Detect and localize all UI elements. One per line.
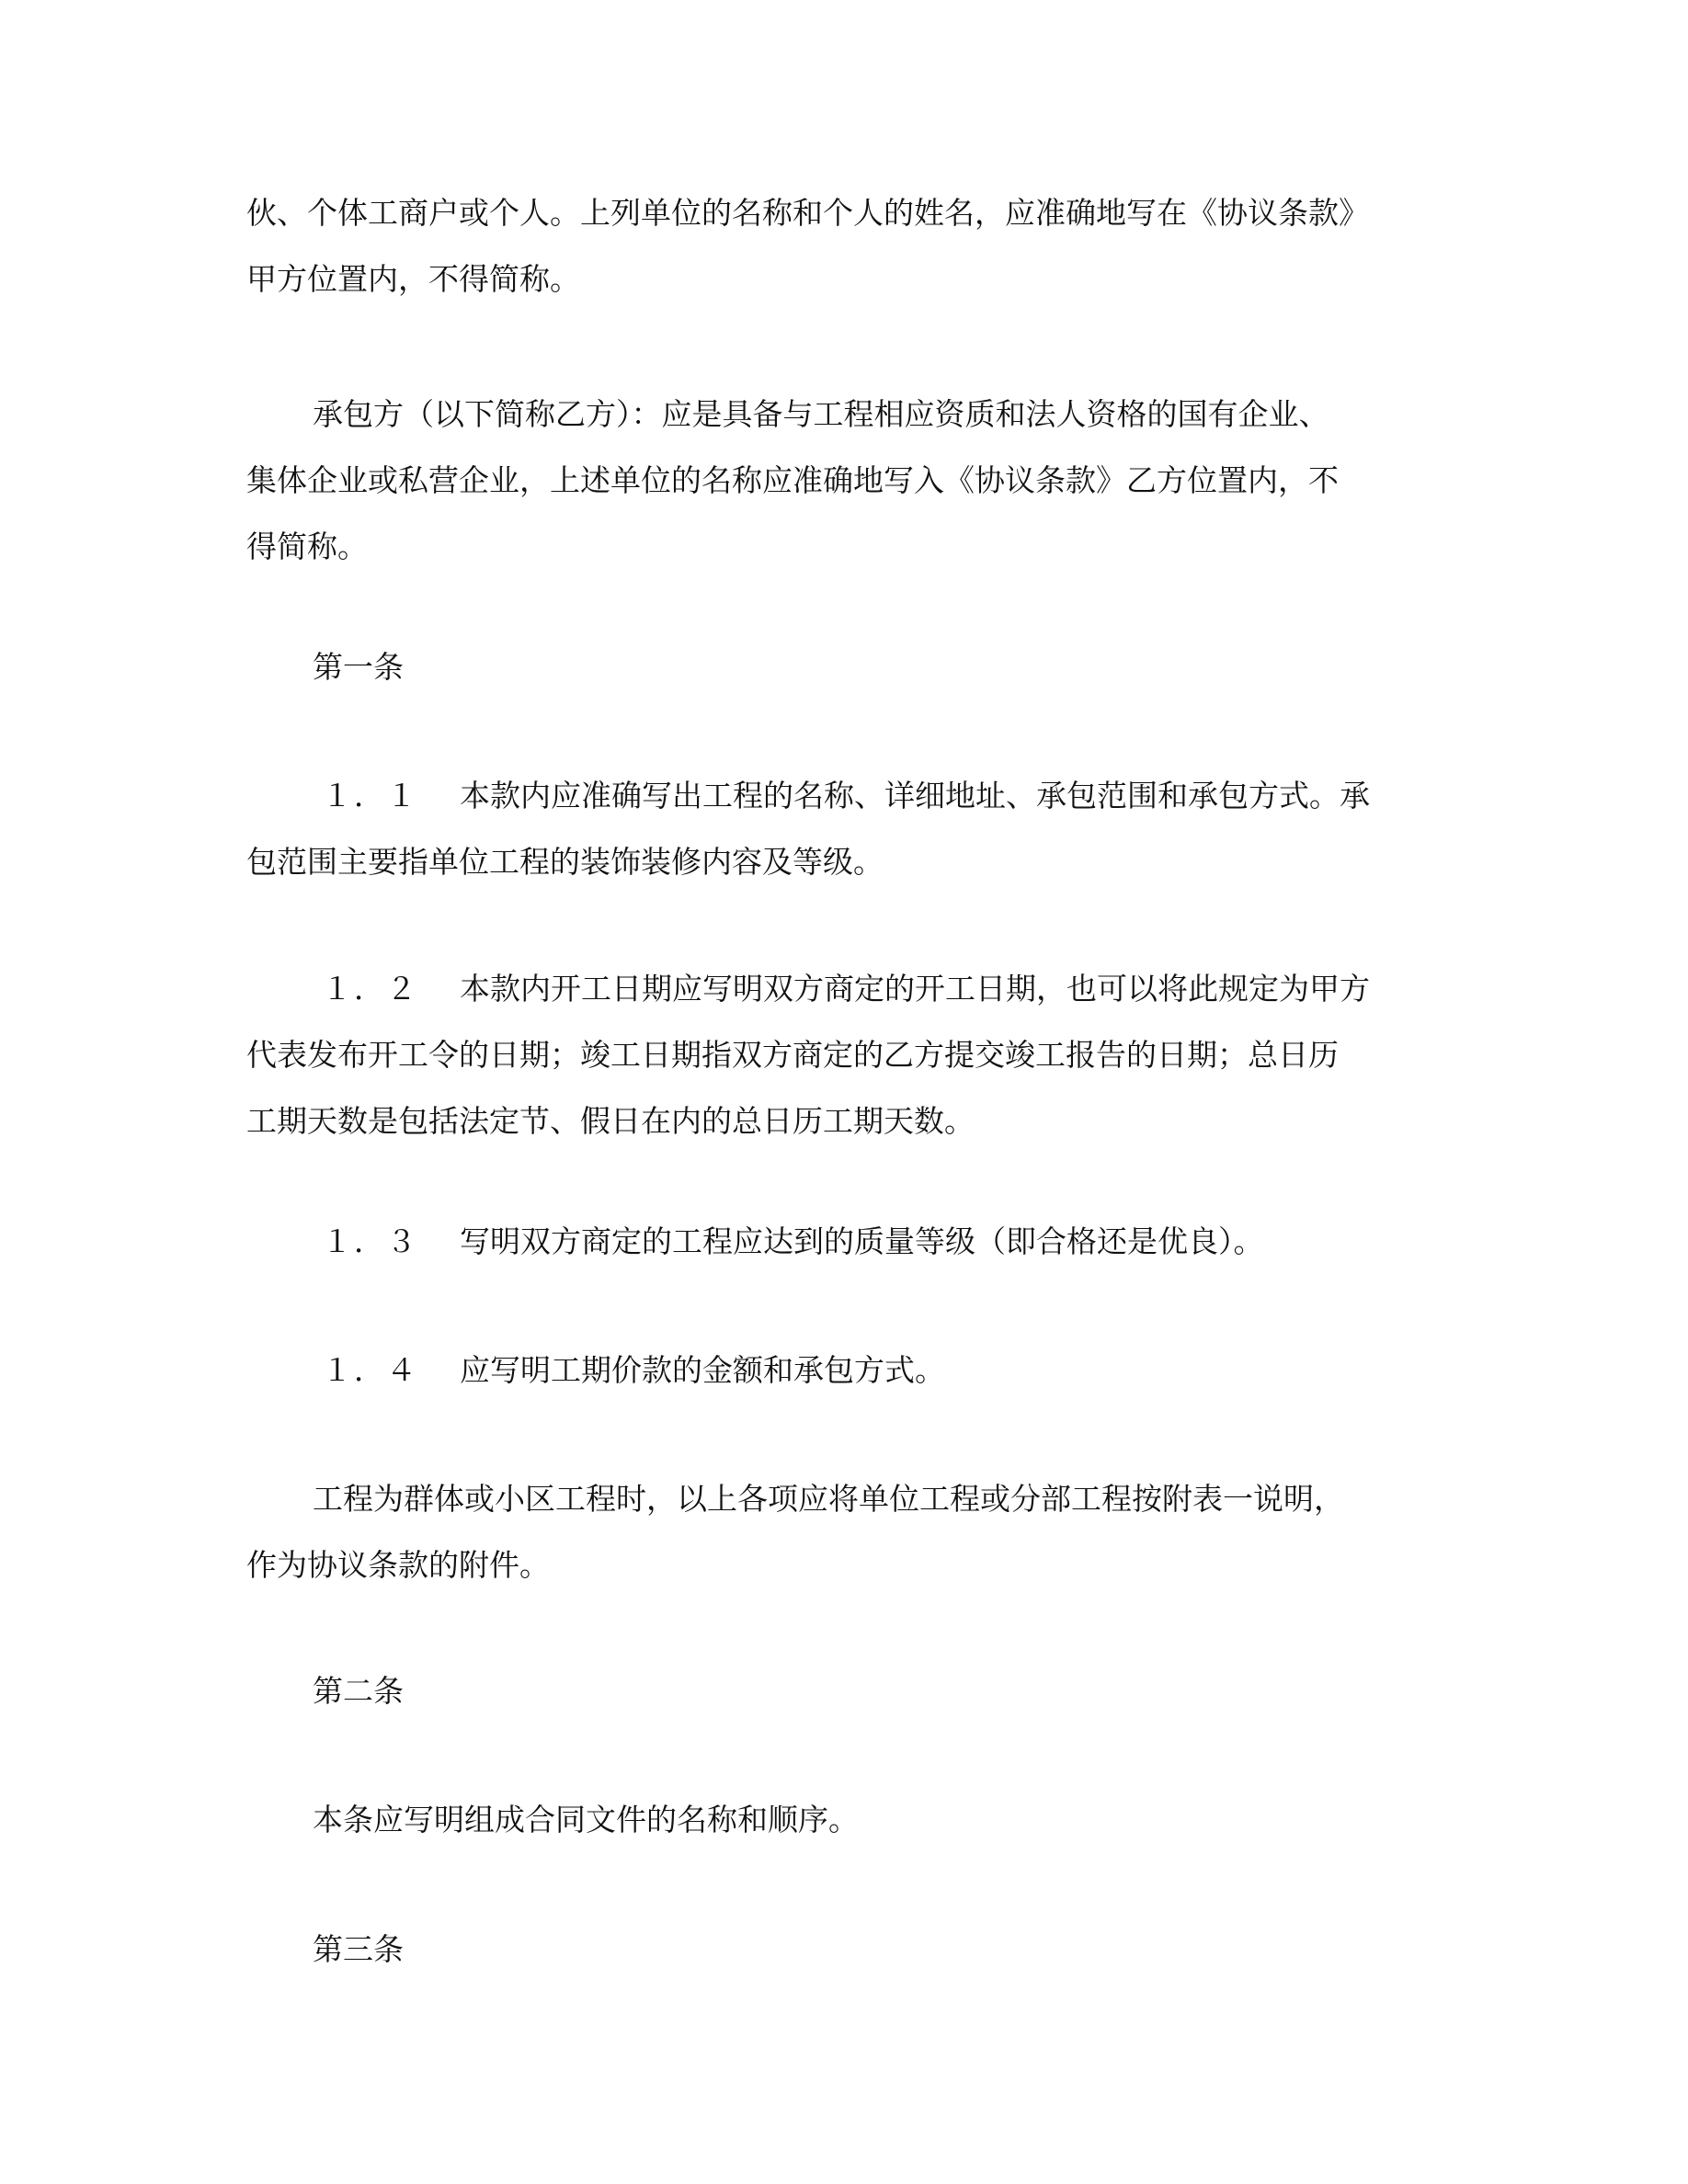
paragraph-party-a-continued	[246, 180, 1442, 313]
text-line	[246, 763, 1442, 829]
text-line: 作为协议条款的附件。	[246, 1547, 550, 1583]
item-number: １．３	[322, 1223, 418, 1259]
text-line	[246, 1337, 1442, 1404]
item-number: １．４	[322, 1352, 418, 1388]
article-1-heading: 第一条	[313, 649, 404, 685]
item-number: １．１	[322, 778, 418, 813]
item-text: 本款内开工日期应写明双方商定的开工日期，也可以将此规定为甲方	[460, 971, 1370, 1007]
text-line: 甲方位置内，不得简称。	[246, 261, 580, 297]
text-line: 伙、个体工商户或个人。上列单位的名称和个人的姓名，应准确地写在《协议条款》	[246, 195, 1369, 231]
text-line: 集体企业或私营企业，上述单位的名称应准确地写入《协议条款》乙方位置内，不	[246, 462, 1339, 498]
item-number: １．２	[322, 971, 418, 1007]
item-text: 应写明工期价款的金额和承包方式。	[460, 1352, 945, 1388]
article-2-heading: 第二条	[313, 1673, 404, 1709]
text-line: 得简称。	[246, 529, 368, 564]
item-text: 写明双方商定的工程应达到的质量等级（即合格还是优良）。	[460, 1223, 1264, 1259]
paragraph-group-project	[246, 1466, 1442, 1598]
text-line	[246, 1209, 1442, 1275]
text-line: 工程为群体或小区工程时，以上各项应将单位工程或分部工程按附表一说明，	[313, 1481, 1344, 1517]
text-line	[246, 956, 1442, 1022]
item-1-2	[246, 956, 1442, 1155]
item-1-3	[246, 1209, 1442, 1275]
paragraph-contract-documents: 本条应写明组成合同文件的名称和顺序。	[313, 1802, 859, 1837]
text-line: 工期天数是包括法定节、假日在内的总日历工期天数。	[246, 1103, 975, 1139]
item-1-4	[246, 1337, 1442, 1404]
item-1-1	[246, 763, 1442, 895]
item-text: 本款内应准确写出工程的名称、详细地址、承包范围和承包方式。承	[460, 778, 1370, 813]
text-line: 代表发布开工令的日期；竣工日期指双方商定的乙方提交竣工报告的日期；总日历	[246, 1037, 1339, 1073]
text-line: 包范围主要指单位工程的装饰装修内容及等级。	[246, 844, 884, 880]
article-3-heading: 第三条	[313, 1931, 404, 1967]
text-line: 承包方（以下简称乙方）：应是具备与工程相应资质和法人资格的国有企业、	[313, 396, 1329, 432]
paragraph-contractor	[246, 381, 1442, 580]
